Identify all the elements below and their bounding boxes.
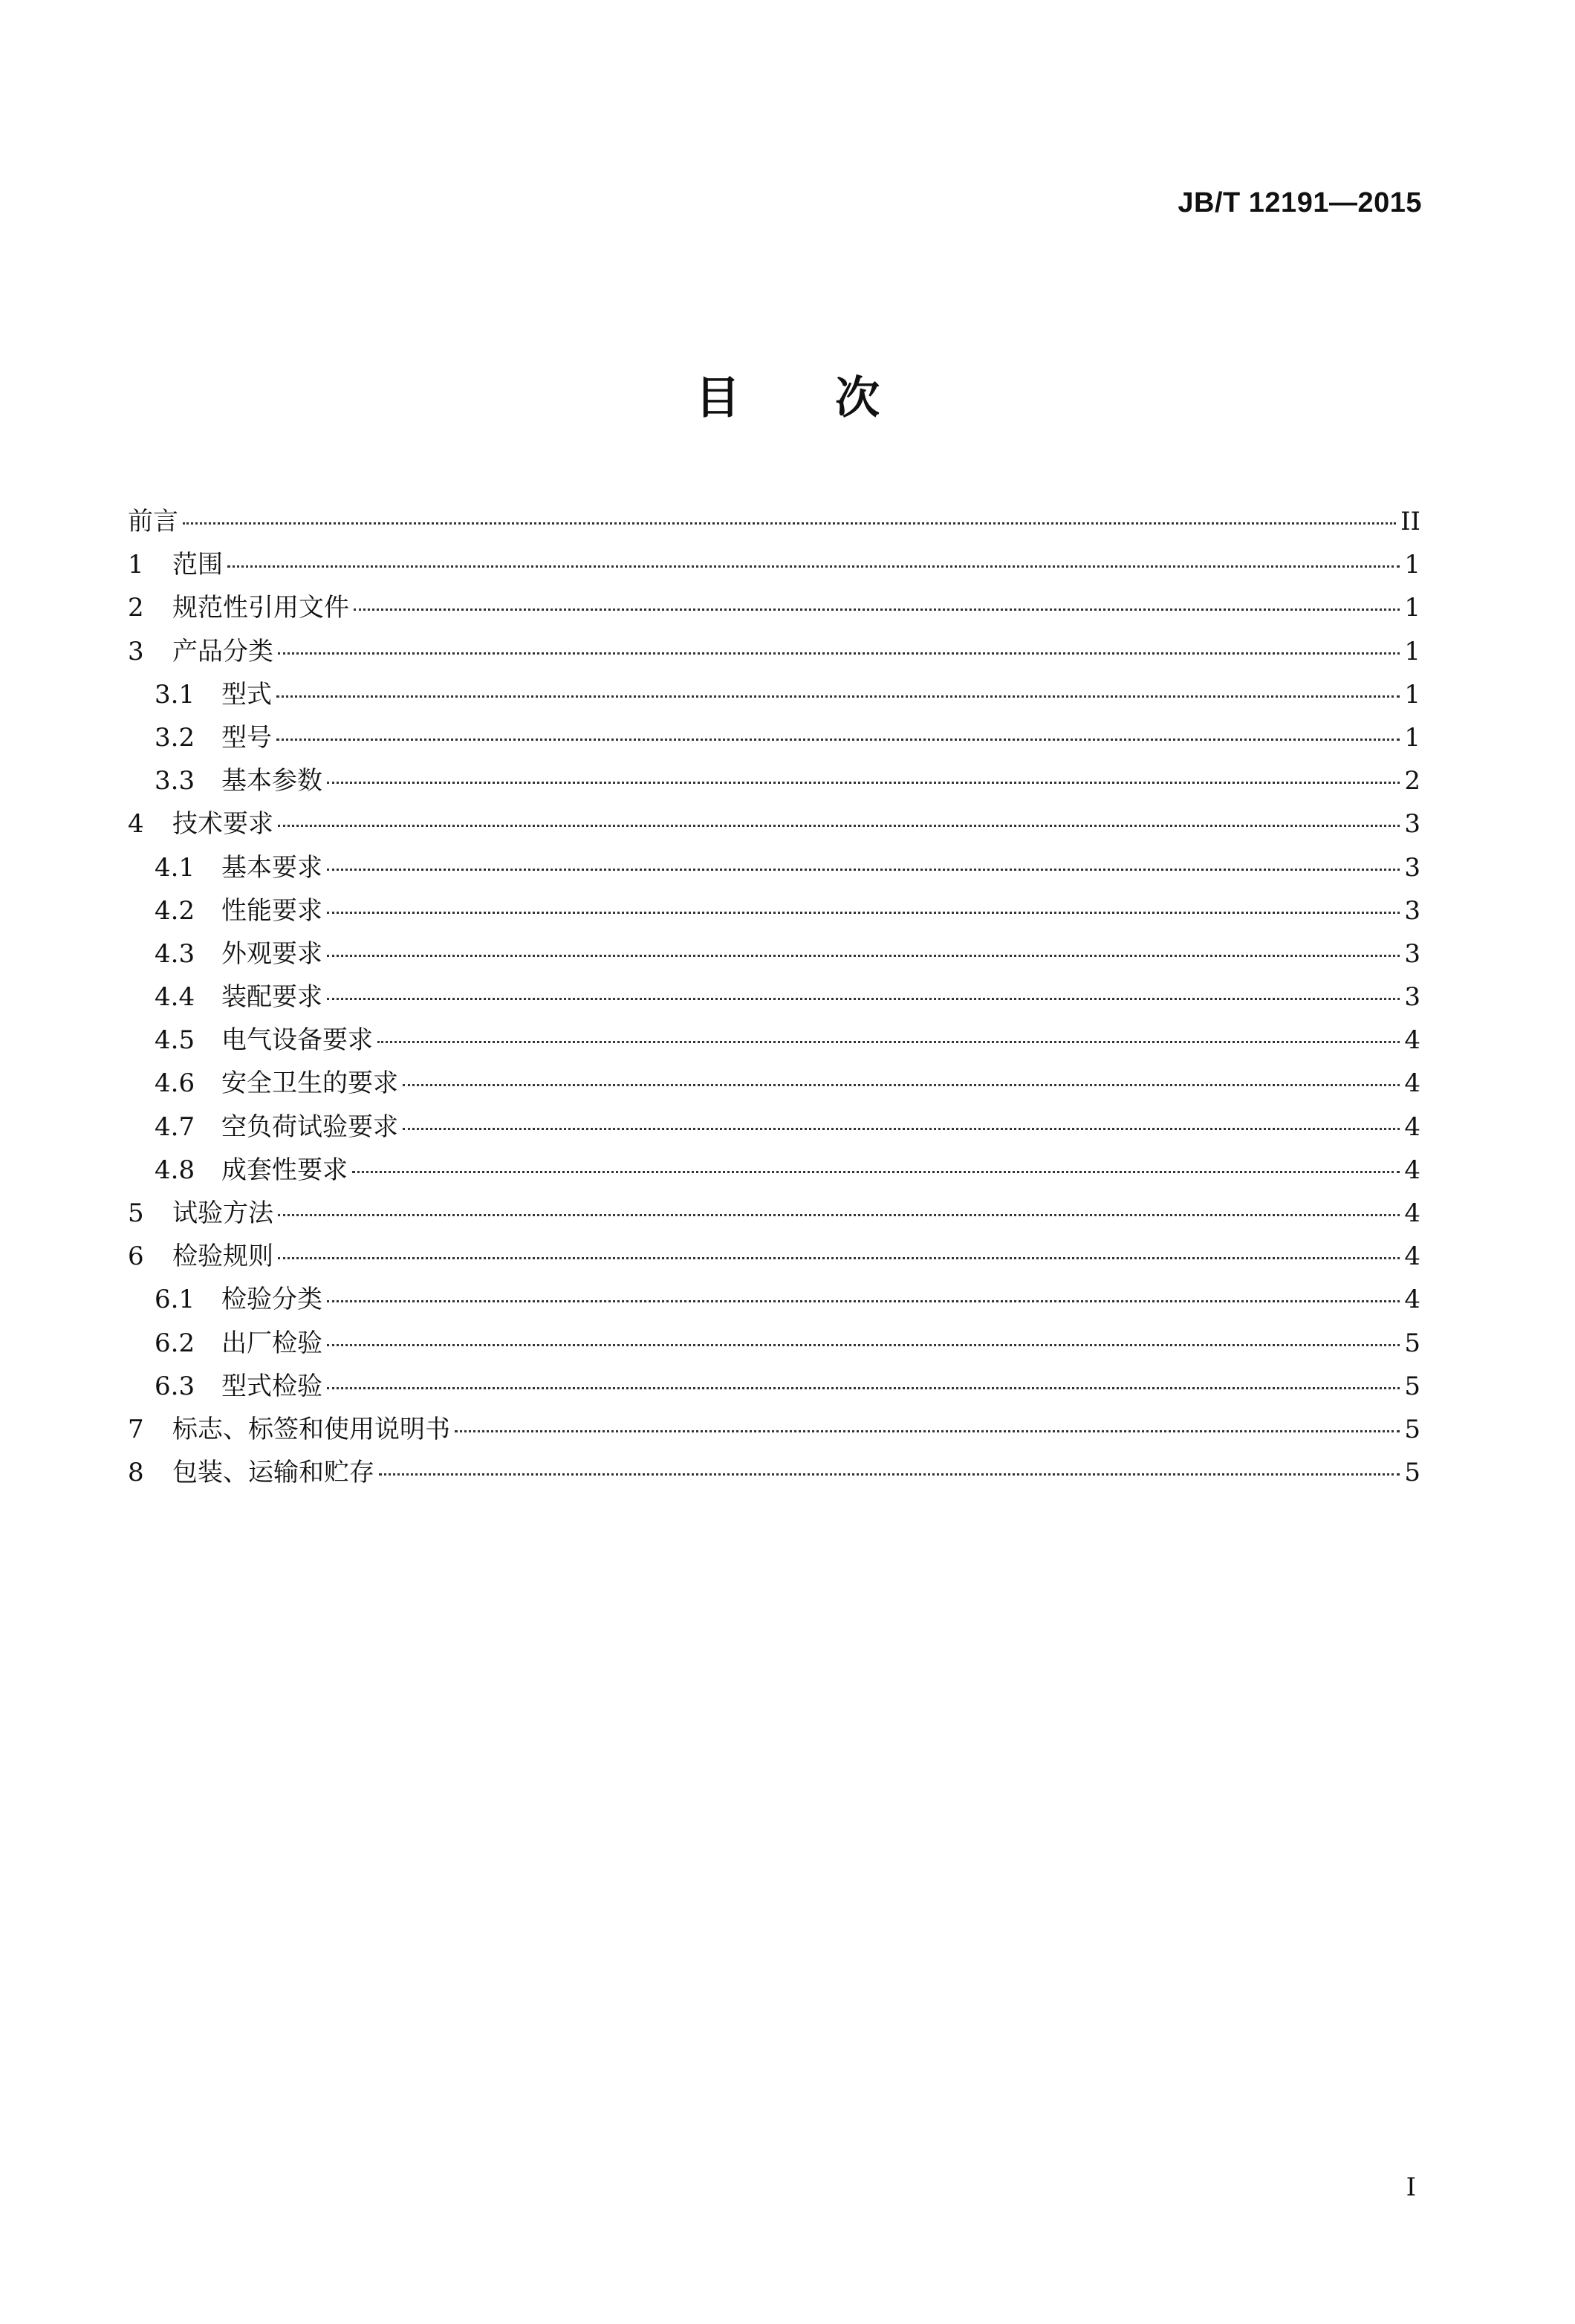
toc-entry-page: 1 — [1404, 679, 1420, 710]
toc-dot-leader — [327, 998, 1400, 1000]
toc-dot-leader — [327, 912, 1400, 914]
toc-entry[interactable] — [128, 1409, 1420, 1452]
toc-entry[interactable] — [128, 1192, 1420, 1236]
toc-dot-leader — [327, 1300, 1400, 1302]
toc-entry-number: 3 — [128, 636, 144, 666]
toc-entry-page: 5 — [1404, 1328, 1420, 1358]
toc-entry-page: 3 — [1404, 982, 1420, 1013]
toc-dot-leader — [352, 1171, 1400, 1173]
toc-entry-number: 4.6 — [155, 1068, 195, 1099]
toc-entry-label: 电气设备要求 — [221, 1025, 373, 1056]
toc-entry[interactable] — [128, 1452, 1420, 1495]
toc-entry-number: 3.2 — [155, 722, 195, 753]
toc-entry-label: 出厂检验 — [221, 1328, 322, 1358]
standard-number: JB/T 12191—2015 — [1178, 187, 1422, 218]
toc-entry[interactable] — [128, 1062, 1420, 1106]
toc-entry-page: 1 — [1404, 593, 1420, 623]
toc-entry[interactable] — [128, 1149, 1420, 1192]
title-char-2: 次 — [835, 372, 880, 424]
toc-entry-label: 型号 — [221, 722, 272, 753]
toc-entry-page: 1 — [1404, 722, 1420, 753]
toc-entry-label: 试验方法 — [172, 1198, 273, 1228]
toc-dot-leader — [278, 825, 1400, 827]
toc-entry-number: 4.4 — [155, 982, 195, 1013]
toc-entry-label: 装配要求 — [221, 982, 322, 1013]
toc-entry-number: 6.2 — [155, 1328, 195, 1358]
toc-dot-leader — [354, 608, 1400, 611]
toc-dot-leader — [227, 565, 1400, 568]
toc-dot-leader — [183, 522, 1396, 525]
toc-entry-number: 6.1 — [155, 1285, 195, 1315]
toc-entry-number: 5 — [128, 1198, 144, 1228]
toc-entry-label: 基本参数 — [221, 766, 322, 796]
toc-entry[interactable] — [128, 803, 1420, 846]
toc-entry-label: 性能要求 — [221, 895, 322, 926]
toc-entry-number: 4.5 — [155, 1025, 195, 1056]
toc-entry-label: 空负荷试验要求 — [221, 1111, 398, 1142]
toc-dot-leader — [278, 652, 1400, 655]
toc-entry-page: 4 — [1404, 1241, 1420, 1272]
toc-dot-leader — [276, 739, 1400, 741]
toc-entry-page: 4 — [1404, 1068, 1420, 1099]
toc-entry[interactable] — [128, 976, 1420, 1019]
toc-entry-label: 基本要求 — [221, 852, 322, 883]
toc-entry[interactable] — [128, 544, 1420, 587]
toc-entry[interactable] — [128, 847, 1420, 890]
toc-dot-leader — [276, 695, 1400, 698]
toc-entry[interactable] — [128, 933, 1420, 976]
toc-dot-leader — [278, 1214, 1400, 1216]
toc-entry-label: 标志、标签和使用说明书 — [172, 1414, 450, 1444]
toc-entry[interactable] — [128, 1366, 1420, 1409]
toc-entry-number: 4.7 — [155, 1111, 195, 1142]
toc-entry-page: 3 — [1404, 895, 1420, 926]
toc-entry-number: 2 — [128, 593, 144, 623]
toc-dot-leader — [379, 1473, 1400, 1476]
toc-entry-label: 包装、运输和贮存 — [172, 1458, 374, 1488]
toc-entry-page: II — [1400, 507, 1420, 536]
toc-entry-label: 技术要求 — [172, 809, 273, 840]
toc-entry-page: 3 — [1404, 809, 1420, 840]
toc-entry[interactable] — [128, 1106, 1420, 1149]
toc-entry-page: 4 — [1404, 1155, 1420, 1185]
toc-dot-leader — [403, 1128, 1400, 1130]
toc-entry-label: 外观要求 — [221, 938, 322, 969]
toc-entry-label: 规范性引用文件 — [172, 593, 349, 623]
toc-entry-label: 安全卫生的要求 — [221, 1068, 398, 1099]
toc-dot-leader — [403, 1084, 1400, 1086]
toc-dot-leader — [327, 782, 1400, 784]
toc-entry-number: 4.2 — [155, 895, 195, 926]
page-number: I — [1406, 2172, 1416, 2202]
toc-dot-leader — [455, 1430, 1400, 1432]
toc-entry-number: 4.3 — [155, 938, 195, 969]
toc-dot-leader — [327, 1387, 1400, 1389]
toc-entry-number: 4.1 — [155, 852, 195, 883]
toc-entry-page: 5 — [1404, 1414, 1420, 1444]
table-of-contents — [128, 501, 1420, 1495]
toc-entry-page: 3 — [1404, 852, 1420, 883]
toc-dot-leader — [278, 1257, 1400, 1259]
toc-entry-number: 4.8 — [155, 1155, 195, 1185]
toc-entry[interactable] — [128, 1019, 1420, 1062]
toc-entry-page: 4 — [1404, 1111, 1420, 1142]
toc-entry-number: 6.3 — [155, 1371, 195, 1401]
toc-entry-label: 型式检验 — [221, 1371, 322, 1401]
toc-entry[interactable] — [128, 501, 1420, 544]
toc-entry[interactable] — [128, 717, 1420, 760]
toc-dot-leader — [327, 1344, 1400, 1346]
toc-entry-number: 4 — [128, 809, 144, 840]
toc-entry[interactable] — [128, 1279, 1420, 1322]
toc-entry-number: 1 — [128, 550, 144, 580]
toc-entry-page: 3 — [1404, 938, 1420, 969]
toc-entry-number: 7 — [128, 1414, 144, 1444]
toc-entry-page: 4 — [1404, 1198, 1420, 1228]
toc-entry-number: 8 — [128, 1458, 144, 1488]
toc-entry[interactable] — [128, 890, 1420, 933]
toc-entry-page: 4 — [1404, 1025, 1420, 1056]
toc-entry-page: 1 — [1404, 636, 1420, 666]
toc-dot-leader — [327, 869, 1400, 871]
toc-entry[interactable] — [128, 1322, 1420, 1366]
toc-entry[interactable] — [128, 587, 1420, 630]
toc-entry-label: 产品分类 — [172, 636, 273, 666]
title-char-1: 目 — [695, 372, 740, 424]
toc-dot-leader — [327, 955, 1400, 957]
page-title — [0, 363, 1575, 426]
toc-entry[interactable] — [128, 760, 1420, 803]
toc-entry-label: 成套性要求 — [221, 1155, 348, 1185]
toc-entry-page: 4 — [1404, 1285, 1420, 1315]
toc-entry[interactable] — [128, 631, 1420, 674]
toc-entry-number: 6 — [128, 1241, 144, 1272]
toc-entry-page: 5 — [1404, 1458, 1420, 1488]
toc-entry[interactable] — [128, 674, 1420, 717]
toc-entry-label: 检验规则 — [172, 1241, 273, 1272]
toc-dot-leader — [377, 1041, 1400, 1043]
toc-entry-label: 型式 — [221, 679, 272, 710]
toc-entry-page: 1 — [1404, 550, 1420, 580]
toc-entry[interactable] — [128, 1236, 1420, 1279]
toc-entry-number: 3.1 — [155, 679, 195, 710]
toc-entry-page: 2 — [1404, 766, 1420, 796]
toc-entry-page: 5 — [1404, 1371, 1420, 1401]
toc-entry-number: 3.3 — [155, 766, 195, 796]
toc-entry-label: 范围 — [172, 550, 223, 580]
toc-entry-label: 前言 — [128, 507, 178, 536]
toc-entry-label: 检验分类 — [221, 1285, 322, 1315]
